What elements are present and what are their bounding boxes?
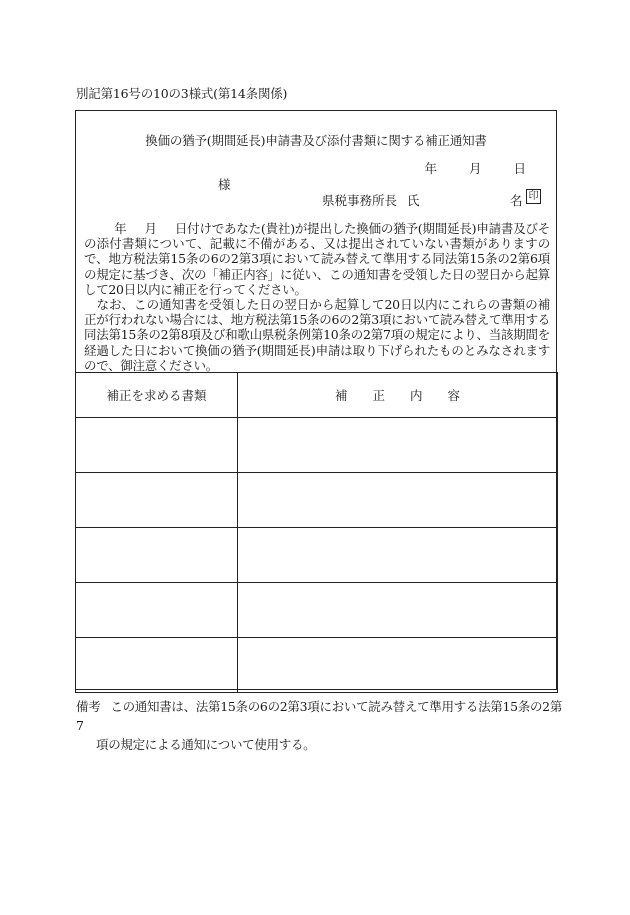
body-month: 月 xyxy=(144,221,157,236)
footnote-lead: 備考 xyxy=(76,699,101,714)
table-row xyxy=(76,638,558,693)
issuer-office: 県税事務所長 xyxy=(322,193,398,208)
col-header-documents: 補正を求める書類 xyxy=(76,373,238,418)
document-title: 換価の猶予(期間延長)申請書及び添付書類に関する補正通知書 xyxy=(145,133,487,148)
date-month-label: 月 xyxy=(468,161,482,176)
col-header-contents: 補 正 内 容 xyxy=(238,373,558,418)
form-label: 別記第16号の10の3様式(第14条関係) xyxy=(76,86,288,101)
body-year: 年 xyxy=(114,221,127,236)
table-cell-document xyxy=(76,583,238,638)
body-paragraph-1 xyxy=(84,221,550,297)
table-cell-content xyxy=(238,528,558,583)
footnote-line-2: 項の規定による通知について使用する。 xyxy=(96,737,316,752)
table-row xyxy=(76,473,558,528)
addressee-suffix: 様 xyxy=(218,177,231,192)
footnote-line-1: この通知書は、法第15条の6の2第3項において読み替えて準用する法第15条の2第7 xyxy=(76,699,563,733)
table-cell-content xyxy=(238,638,558,693)
table-cell-content xyxy=(238,418,558,473)
body-paragraph-2: なお、この通知書を受領した日の翌日から起算して20日以内にこれらの書類の補正が行われない場合には、地方税法第15条の6の2第3項において読み替えて準用する同法第15条の2第8項及び和歌山県税条例第10条の2第7項の規定により、当該期間を経過した日において換価の猶予(期間延長)申請は取り下げられたものとみなされますので、御注意ください。 xyxy=(84,297,550,373)
table-row xyxy=(76,528,558,583)
correction-table xyxy=(75,372,558,693)
notice-body xyxy=(84,221,550,373)
notice-frame xyxy=(75,110,557,690)
issuer-line xyxy=(322,191,420,209)
seal-box: 印 xyxy=(526,189,541,204)
date-day-label: 日 xyxy=(513,161,526,176)
table-cell-document xyxy=(76,638,238,693)
table-cell-document xyxy=(76,528,238,583)
date-line xyxy=(424,159,526,177)
table-row xyxy=(76,583,558,638)
footnote xyxy=(76,697,566,754)
date-year-label: 年 xyxy=(424,161,437,176)
table-row xyxy=(76,418,558,473)
table-cell-document xyxy=(76,473,238,528)
table-cell-content xyxy=(238,473,558,528)
table-header-row xyxy=(76,373,558,418)
table-cell-document xyxy=(76,418,238,473)
issuer-name-suffix: 名 xyxy=(510,193,523,208)
body-paragraph-1-text: 日付けであなた(貴社)が提出した換価の猶予(期間延長)申請書及びその添付書類について、記載に不備がある、又は提出されていない書類がありますので、地方税法第15条の6の2第3項において読み替えて準用する同法第15条の2第6項の規定に基づき、次の「補正内容」に従い、この通知書を受領した日の翌日から起算して20日以内に補正を行ってください。 xyxy=(84,221,550,297)
table-cell-content xyxy=(238,583,558,638)
issuer-name-prefix: 氏 xyxy=(407,193,420,208)
